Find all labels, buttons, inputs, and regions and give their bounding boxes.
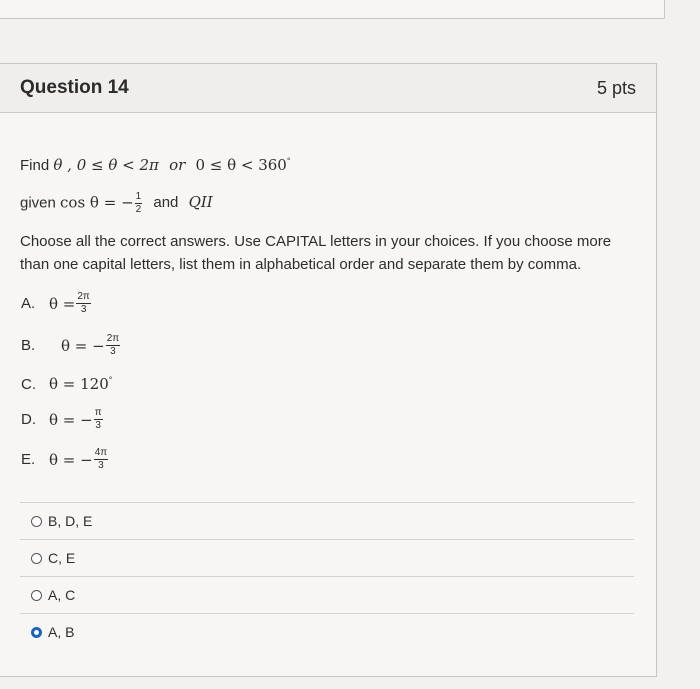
fraction-numerator: 4π bbox=[94, 447, 108, 458]
question-title: Question 14 bbox=[20, 77, 129, 98]
statement-letter: B. bbox=[21, 337, 36, 354]
radio-button[interactable] bbox=[31, 516, 42, 527]
condition-fraction bbox=[135, 192, 143, 215]
instructions-text: Choose all the correct answers. Use CAPITAL letters in your choices. If you choose more than one capital letters, list them in alphabetical order and separate them by comma. bbox=[20, 233, 612, 273]
fraction-numerator: 2π bbox=[106, 333, 120, 344]
find-line bbox=[20, 156, 290, 174]
question-card bbox=[0, 63, 657, 677]
fraction-numerator: π bbox=[94, 407, 102, 418]
previous-question-card bbox=[0, 0, 665, 19]
statement-fraction bbox=[94, 408, 103, 431]
condition-lhs: cos θ = − bbox=[60, 193, 134, 212]
find-label: Find bbox=[20, 157, 50, 174]
statement-fraction bbox=[76, 292, 90, 315]
statement-lhs: θ = 120 bbox=[49, 375, 109, 393]
condition-denominator: 2 bbox=[135, 204, 142, 215]
domain-degrees: 0 ≤ θ < 360 bbox=[195, 156, 287, 174]
statement-letter: A. bbox=[21, 295, 36, 312]
radio-button[interactable] bbox=[31, 590, 42, 601]
quadrant: QII bbox=[188, 193, 213, 212]
answer-option-3[interactable] bbox=[31, 587, 75, 603]
statement-letter: E. bbox=[21, 451, 36, 468]
divider bbox=[20, 539, 634, 540]
divider bbox=[20, 502, 634, 503]
question-header bbox=[0, 64, 656, 113]
divider bbox=[20, 613, 634, 614]
statement-lhs: θ = bbox=[49, 294, 76, 313]
or-label: or bbox=[169, 156, 186, 174]
statement-letter: C. bbox=[21, 375, 36, 393]
answer-label[interactable]: C, E bbox=[48, 550, 76, 566]
statement-a bbox=[21, 292, 92, 315]
condition-numerator: 1 bbox=[135, 191, 142, 202]
answer-option-2[interactable] bbox=[31, 550, 75, 566]
statement-lhs: θ = − bbox=[49, 410, 93, 429]
fraction-denominator: 3 bbox=[80, 304, 87, 315]
and-label: and bbox=[153, 194, 179, 212]
given-line bbox=[20, 192, 213, 215]
answer-label[interactable]: B, D, E bbox=[48, 513, 93, 529]
divider bbox=[20, 576, 634, 577]
degree-mark: ° bbox=[286, 156, 291, 166]
degree-mark: ° bbox=[108, 375, 113, 385]
statement-fraction bbox=[94, 448, 108, 471]
statement-lhs: θ = − bbox=[61, 336, 105, 355]
answer-label[interactable]: A, B bbox=[48, 624, 75, 640]
fraction-denominator: 3 bbox=[110, 346, 116, 357]
answer-option-4[interactable] bbox=[31, 624, 74, 640]
radio-button[interactable] bbox=[31, 553, 42, 564]
radio-button-selected[interactable] bbox=[31, 627, 42, 638]
question-points: 5 pts bbox=[596, 77, 636, 98]
answer-label[interactable]: A, C bbox=[48, 587, 76, 603]
fraction-denominator: 3 bbox=[98, 460, 104, 471]
statement-e bbox=[21, 448, 109, 471]
statement-b bbox=[21, 334, 121, 357]
fraction-denominator: 3 bbox=[95, 420, 101, 431]
statement-c bbox=[21, 375, 112, 393]
domain-radians: θ , 0 ≤ θ < 2π bbox=[53, 156, 159, 174]
fraction-numerator: 2π bbox=[77, 291, 90, 302]
statement-letter: D. bbox=[21, 411, 36, 428]
statement-d bbox=[21, 408, 104, 431]
given-label: given bbox=[20, 194, 56, 212]
statement-fraction bbox=[106, 334, 120, 357]
statement-lhs: θ = − bbox=[49, 450, 93, 469]
answer-option-1[interactable] bbox=[31, 513, 92, 529]
